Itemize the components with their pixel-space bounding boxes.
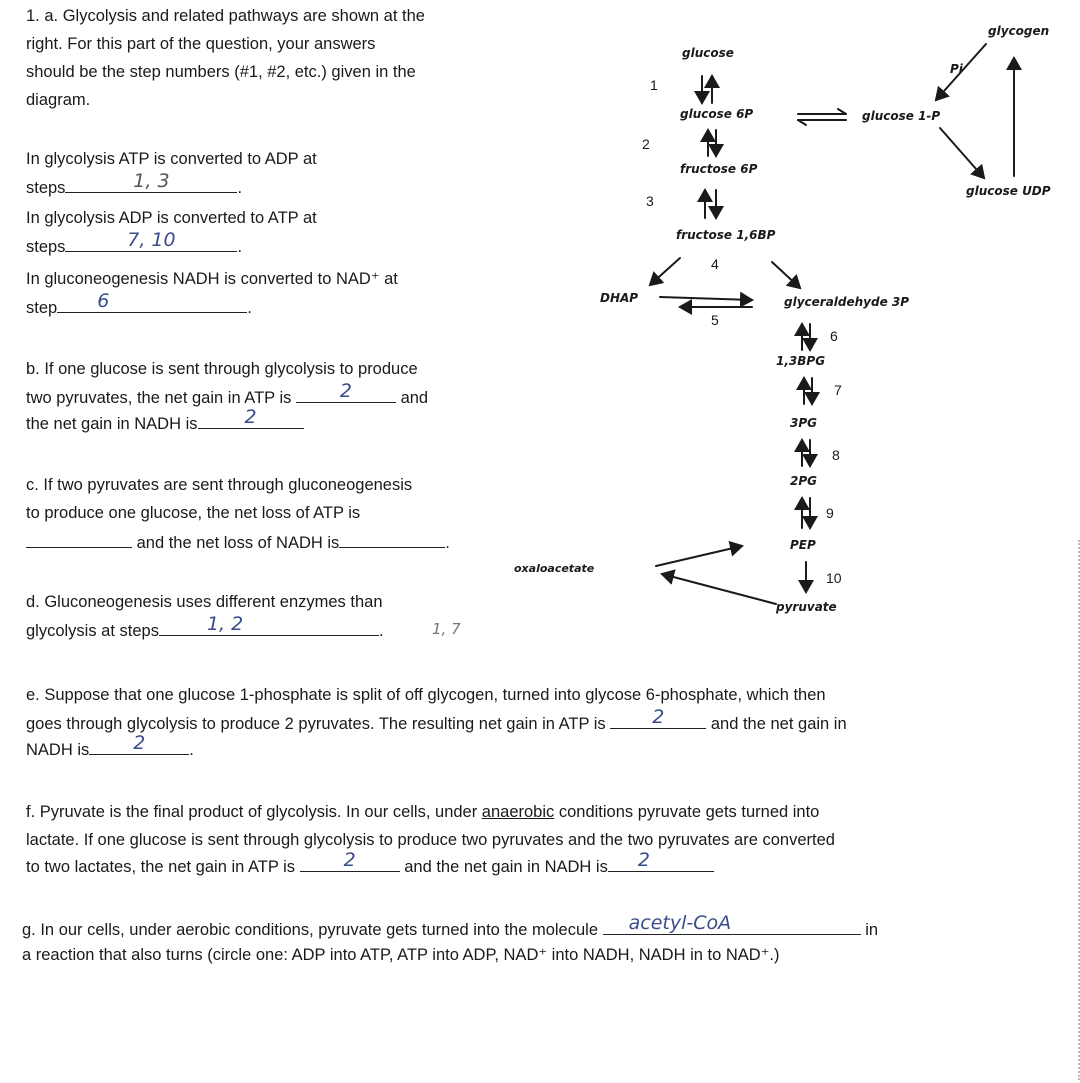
step-number-6: 6 [830, 328, 838, 344]
step-number-1: 1 [650, 77, 658, 93]
q1c-line3-text: and the net loss of NADH is [136, 534, 340, 552]
q1e-atp-answer: 2 [652, 706, 665, 728]
steps-label: steps [26, 238, 66, 256]
step-number-2: 2 [642, 136, 650, 152]
q1a-atp-to-adp-row: steps 1, 3 . [26, 170, 243, 197]
mol-glyceraldehyde-3p: glyceraldehyde 3P [784, 295, 910, 309]
mol-pyruvate: pyruvate [776, 600, 837, 614]
q1a-adp-to-atp-row: steps 7, 10 . [26, 229, 243, 256]
q1a-nadh-text: In gluconeogenesis NADH is converted to NAD⁺ at [26, 270, 398, 288]
scan-edge-artifact [1050, 540, 1080, 1080]
step-number-3: 3 [646, 193, 654, 209]
q1d-side-scribble: 1, 7 [432, 620, 461, 638]
step-number-4: 4 [711, 256, 719, 272]
q1a-line2: right. For this part of the question, your answers [26, 35, 376, 53]
q1f-line2: lactate. If one glucose is sent through glycolysis to produce two pyruvates and the two pyruvates are converted [26, 831, 835, 849]
atp-to-adp-answer: 1, 3 [133, 170, 170, 192]
q1c-line1: c. If two pyruvates are sent through gluconeogenesis [26, 476, 413, 494]
q1e-nadh-answer: 2 [133, 732, 146, 754]
steps-label: steps [26, 179, 66, 197]
q1a-line3: should be the step numbers (#1, #2, etc.) given in the [26, 63, 416, 81]
q1f-line3b: and the net gain in NADH is [404, 858, 608, 876]
q1e-line3-text: NADH is [26, 741, 90, 759]
mol-13bpg: 1,3BPG [776, 354, 826, 368]
mol-glycogen: glycogen [988, 24, 1050, 38]
q1g-answer: acetyl-CoA [628, 912, 732, 934]
q1d-answer: 1, 2 [206, 613, 244, 635]
step-number-7: 7 [834, 382, 842, 398]
step-number-10: 10 [826, 570, 842, 586]
step-number-8: 8 [832, 447, 840, 463]
q1a-line4: diagram. [26, 91, 91, 109]
mol-pep: PEP [790, 538, 816, 552]
step-label: step [26, 299, 58, 317]
adp-to-atp-answer: 7, 10 [127, 229, 176, 251]
q1b-atp-answer: 2 [339, 380, 353, 402]
step-number-9: 9 [826, 505, 834, 521]
mol-dhap: DHAP [600, 291, 639, 305]
q1b-line3-text: the net gain in NADH is [26, 415, 198, 433]
mol-fructose-6p: fructose 6P [680, 162, 758, 176]
q1e-line3: NADH is 2 . [26, 732, 194, 759]
q1g-line2: a reaction that also turns (circle one: ADP into ATP, ATP into ADP, NAD⁺ into NADH, NADH in to NAD⁺.) [22, 946, 780, 964]
q1b-line1: b. If one glucose is sent through glycolysis to produce [26, 360, 418, 378]
q1g-line1b: in [865, 921, 879, 939]
q1d-line2: glycolysis at steps 1, 2 . [26, 613, 384, 640]
q1e-line2b: and the net gain in [710, 715, 847, 733]
mol-fructose-16bp: fructose 1,6BP [676, 228, 776, 242]
q1a-adp-to-atp-text: In glycolysis ADP is converted to ATP at [26, 209, 317, 227]
q1f-line1a: f. Pyruvate is the final product of glycolysis. In our cells, under [26, 803, 482, 821]
step4-arrow-left [650, 258, 680, 285]
mol-glucose-1p: glucose 1-P [862, 109, 941, 123]
q1f-line3a: to two lactates, the net gain in ATP is [26, 858, 296, 876]
step-number-5: 5 [711, 312, 719, 328]
q1d-line1: d. Gluconeogenesis uses different enzymes than [26, 593, 383, 611]
q1a-line1: 1. a. Glycolysis and related pathways are shown at the [26, 7, 425, 25]
q1b-line2b: and [400, 389, 429, 407]
q1g-line1a: g. In our cells, under aerobic conditions, pyruvate gets turned into the molecule [22, 921, 599, 939]
q1f-anaerobic: anaerobic [481, 803, 555, 821]
mol-glucose-6p: glucose 6P [680, 107, 754, 121]
mol-2pg: 2PG [790, 474, 817, 488]
step4-arrow-right [772, 262, 800, 288]
q1a-nadh-row: step 6 . [26, 290, 252, 317]
mol-oxaloacetate: oxaloacetate [514, 562, 595, 575]
q1f-nadh-answer: 2 [637, 849, 650, 871]
mol-pi: Pi [950, 62, 963, 76]
oxaloacetate-to-pep-arrow [656, 546, 742, 566]
nadh-answer: 6 [97, 290, 110, 312]
q1e-line2a: goes through glycolysis to produce 2 pyruvates. The resulting net gain in ATP is [26, 715, 606, 733]
pyruvate-to-oxaloacetate-arrow [662, 574, 776, 604]
q1a-atp-to-adp-text: In glycolysis ATP is converted to ADP at [26, 150, 317, 168]
mol-glucose: glucose [682, 46, 734, 60]
q1c-line3: and the net loss of NADH is . [26, 529, 450, 557]
g1p-to-udp-glucose-arrow [940, 128, 984, 178]
q1f-atp-answer: 2 [343, 849, 356, 871]
q1d-line2-text: glycolysis at steps [26, 622, 159, 640]
mol-3pg: 3PG [790, 416, 817, 430]
q1c-line2: to produce one glucose, the net loss of ATP is [26, 504, 361, 522]
step5-arrow-right [660, 297, 752, 300]
mol-udp-glucose: glucose UDP [966, 184, 1051, 198]
q1f-line1b: conditions pyruvate gets turned into [554, 803, 820, 821]
q1b-nadh-answer: 2 [244, 406, 257, 428]
q1e-line1: e. Suppose that one glucose 1-phosphate is split of off glycogen, turned into glycose 6-phosphate, which then [26, 686, 826, 704]
q1b-line2a: two pyruvates, the net gain in ATP is [26, 389, 292, 407]
